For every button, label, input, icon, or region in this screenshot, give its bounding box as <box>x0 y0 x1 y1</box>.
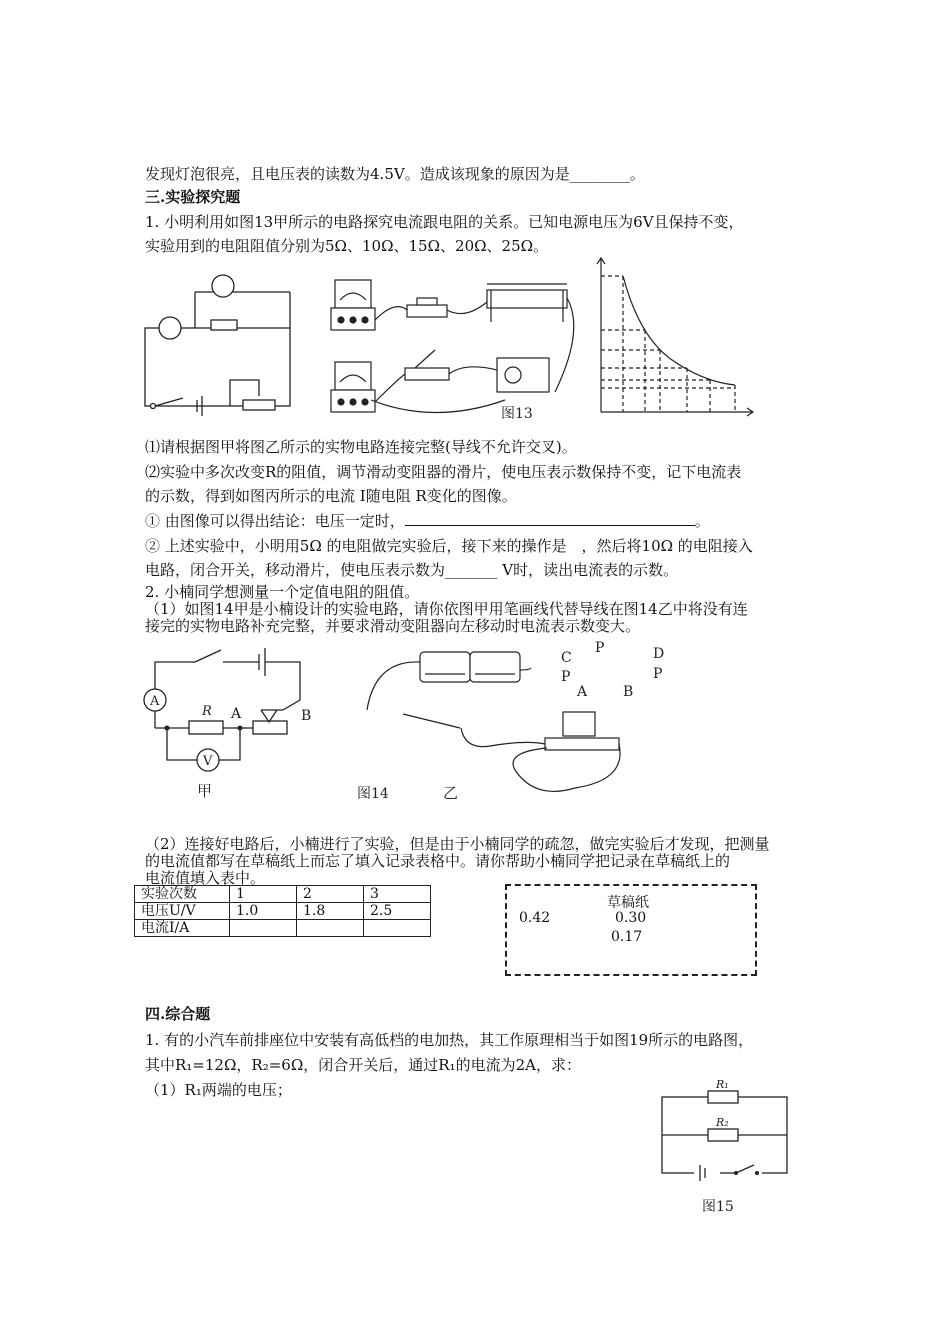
q1-step-a: ② 上述实验中，小明用5Ω 的电阻做完实验后，接下来的操作是 ，然后将10Ω 的电阻接入 <box>145 537 753 555</box>
table-cell: 3 <box>364 886 431 903</box>
table-cell: 电压U/V <box>135 903 230 920</box>
draft-paper-box <box>505 884 757 976</box>
fig15-circuit <box>662 1091 787 1181</box>
q1-part1: ⑴请根据图甲将图乙所示的实物电路连接完整(导线不允许交叉)。 <box>145 438 577 456</box>
q2-part1-a: （1）如图14甲是小楠设计的实验电路，请你依图甲用笔画线代替导线在图14乙中将没有连 <box>145 600 748 618</box>
voltmeter-label: V <box>203 754 213 769</box>
resistor-label: R <box>202 704 212 719</box>
line-prev-question: 发现灯泡很亮，且电压表的读数为4.5V。造成该现象的原因为是________。 <box>145 165 645 183</box>
fig14-caption: 图14 <box>357 786 389 802</box>
table-cell: 1 <box>230 886 297 903</box>
q1-part2-b: 的示数，得到如图丙所示的电流 I随电阻 R变化的图像。 <box>145 487 517 505</box>
terminal-d: D <box>653 646 665 662</box>
q1-text-b: 实验用到的电阻阻值分别为5Ω、10Ω、15Ω、20Ω、25Ω。 <box>145 237 549 255</box>
q1-step-b: 电路，闭合开关，移动滑片，使电压表示数为_______ V时，读出电流表的示数。 <box>145 561 679 579</box>
terminal-p-top: P <box>595 640 605 656</box>
conclusion-blank <box>405 511 695 526</box>
terminal-a: A <box>577 684 588 700</box>
conclusion-end: 。 <box>694 512 710 530</box>
table-cell: 电流I/A <box>135 920 230 937</box>
table-cell: 实验次数 <box>135 886 230 903</box>
section-3-heading: 三.实验探究题 <box>145 188 241 206</box>
table-cell: 2.5 <box>364 903 431 920</box>
table-cell: 1.8 <box>297 903 364 920</box>
q2-text: 2. 小楠同学想测量一个定值电阻的阻值。 <box>145 583 420 601</box>
figure-15 <box>650 1075 810 1225</box>
switch-pivot <box>734 1171 738 1175</box>
q4-part1: （1）R₁两端的电压； <box>145 1081 292 1099</box>
switch-contact <box>755 1171 759 1175</box>
table-cell: 2 <box>297 886 364 903</box>
q4-text-b: 其中R₁=12Ω，R₂=6Ω，闭合开关后，通过R₁的电流为2A，求： <box>145 1056 581 1074</box>
ammeter-label: A <box>150 694 160 709</box>
record-table <box>134 885 431 937</box>
fig14-apparatus <box>367 652 620 791</box>
draft-value: 0.30 <box>615 910 647 926</box>
table-row <box>135 903 431 920</box>
terminal-c: C <box>561 650 572 666</box>
section-4-heading: 四.综合题 <box>145 1005 211 1023</box>
fig15-caption: 图15 <box>702 1199 734 1215</box>
fig13-graph <box>597 258 753 416</box>
q2-part1-b: 接完的实物电路补充完整，并要求滑动变阻器向左移动时电流表示数变大。 <box>145 617 641 635</box>
table-cell: 1.0 <box>230 903 297 920</box>
q2-part2-c: 电流值填入表中。 <box>145 869 266 887</box>
figure-14 <box>135 640 695 810</box>
q1-conclusion <box>145 511 710 531</box>
fig14-yi-label: 乙 <box>443 784 459 802</box>
fig13-circuit-diagram <box>145 275 290 416</box>
current-cell[interactable] <box>364 920 431 937</box>
q1-text-a: 1. 小明利用如图13甲所示的电路探究电流跟电阻的关系。已知电源电压为6V且保持不变， <box>145 213 744 231</box>
q4-text-a: 1. 有的小汽车前排座位中安装有高低档的电加热，其工作原理相当于如图19所示的电路图， <box>145 1031 754 1049</box>
fig14-jia-label: 甲 <box>197 782 213 800</box>
fig15-r2-label: R₂ <box>716 1116 729 1129</box>
terminal-b: B <box>623 684 634 700</box>
q2-part2-b: 的电流值都写在草稿纸上而忘了填入记录表格中。请你帮助小楠同学把记录在草稿纸上的 <box>145 852 731 870</box>
figure-13 <box>135 250 765 430</box>
current-cell[interactable] <box>230 920 297 937</box>
fig13-apparatus <box>331 280 574 413</box>
junction-dot-right <box>238 726 243 731</box>
fig13-caption: 图13 <box>501 406 533 422</box>
table-row <box>135 886 431 903</box>
fig14-circuit-diagram <box>144 648 300 771</box>
draft-value: 0.42 <box>519 910 551 926</box>
current-cell[interactable] <box>297 920 364 937</box>
conclusion-text: ① 由图像可以得出结论：电压一定时， <box>145 512 405 530</box>
q2-part2-a: （2）连接好电路后，小楠进行了实验，但是由于小楠同学的疏忽，做完实验后才发现，把测量 <box>145 835 770 853</box>
table-row <box>135 920 431 937</box>
terminal-p2: P <box>653 666 663 682</box>
fig15-r1-label: R₁ <box>716 1078 729 1091</box>
q1-part2-a: ⑵实验中多次改变R的阻值，调节滑动变阻器的滑片，使电压表示数保持不变，记下电流表 <box>145 463 742 481</box>
terminal-p1: P <box>561 669 571 685</box>
junction-dot-left <box>165 726 170 731</box>
draft-value: 0.17 <box>611 929 643 945</box>
point-b-label: B <box>301 708 312 724</box>
point-a-label: A <box>231 706 242 722</box>
draft-title: 草稿纸 <box>607 895 649 911</box>
